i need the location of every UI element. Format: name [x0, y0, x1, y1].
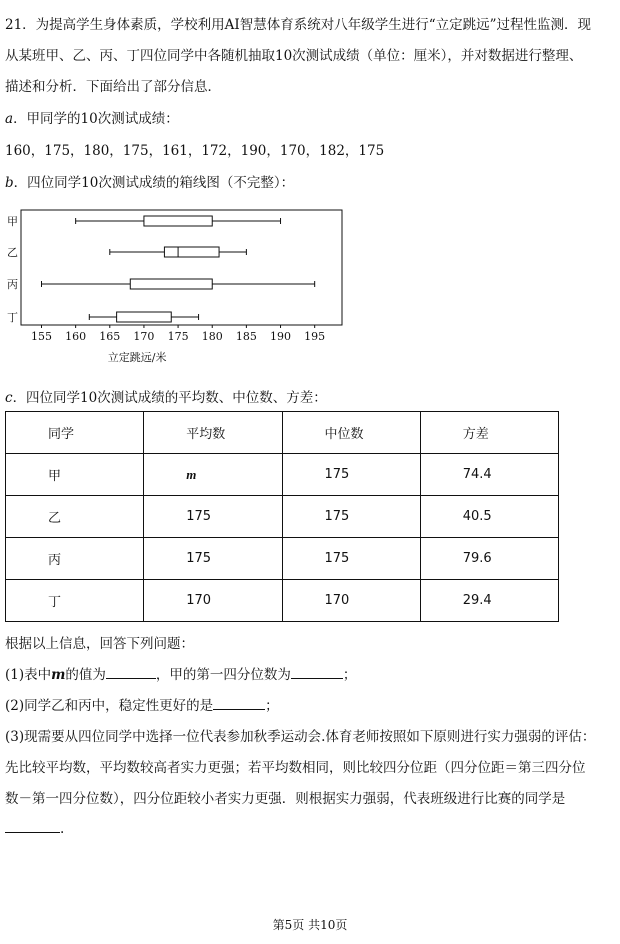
row-label: 甲 [7, 215, 18, 228]
table-cell: 175 [282, 496, 420, 538]
x-tick-label: 155 [30, 330, 52, 343]
table-row [6, 538, 559, 580]
x-tick-label: 185 [235, 330, 257, 343]
box-甲 [144, 216, 212, 226]
q1-text-b: 的值为 [65, 667, 106, 683]
question-3-line-4 [5, 819, 64, 837]
table-cell: 甲 [6, 454, 144, 496]
question-3-line-3: 数－第一四分位数），四分位距较小者实力更强．则根据实力强弱，代表班级进行比赛的同学是 [5, 791, 566, 807]
row-label: 乙 [7, 246, 18, 259]
item-b [5, 171, 294, 191]
table-header: 中位数 [282, 412, 420, 454]
table-cell: 29.4 [420, 580, 558, 622]
table-cell: 175 [144, 538, 282, 580]
item-a-data: 160，175，180，175，161，172，190，170，182，175 [5, 143, 385, 159]
item-b-label: b [5, 175, 14, 191]
q1-text-end: ； [342, 667, 357, 683]
boxplot-chart [3, 207, 353, 367]
intro-line-3: 描述和分析．下面给出了部分信息． [5, 79, 221, 95]
question-3-line-1: (3)现需要从四位同学中选择一位代表参加秋季运动会.体育老师按照如下原则进行实力强弱的评估： [5, 729, 596, 745]
table-cell: 170 [144, 580, 282, 622]
q1-answer-blank-2[interactable] [291, 665, 343, 679]
table-cell: 丁 [6, 580, 144, 622]
table-cell: 175 [282, 454, 420, 496]
intro-line-2: 从某班甲、乙、丙、丁四位同学中各随机抽取10次测试成绩（单位：厘米），并对数据进行整理、 [5, 48, 583, 64]
item-c [5, 386, 327, 406]
x-axis-label: 立定跳远/米 [107, 351, 167, 364]
table-cell: 40.5 [420, 496, 558, 538]
x-tick-label: 190 [270, 330, 292, 343]
table-header: 平均数 [144, 412, 282, 454]
stats-table [5, 411, 559, 622]
intro-line-1: 21．为提高学生身体素质，学校利用AI智慧体育系统对八年级学生进行“立定跳远”过程性监测．现 [5, 17, 592, 33]
item-a-text: ．甲同学的10次测试成绩： [13, 111, 179, 127]
table-cell: 乙 [6, 496, 144, 538]
table-cell: 175 [144, 496, 282, 538]
table-cell: 175 [282, 538, 420, 580]
question-3-line-2: 先比较平均数，平均数较高者实力更强；若平均数相同，则比较四分位距（四分位距＝第三四分位 [5, 760, 586, 776]
item-a [5, 107, 179, 127]
table-header-row [6, 412, 559, 454]
table-cell: 170 [282, 580, 420, 622]
box-丙 [130, 279, 212, 289]
question-2 [5, 694, 279, 714]
box-丁 [117, 312, 172, 322]
q2-answer-blank[interactable] [213, 696, 265, 710]
item-b-text: ．四位同学10次测试成绩的箱线图（不完整）： [13, 175, 295, 191]
x-tick-label: 170 [133, 330, 155, 343]
page-footer: 第5页 共10页 [272, 918, 348, 932]
question-1 [5, 663, 356, 683]
q1-text-a: (1)表中 [5, 667, 52, 683]
q1-text-c: ，甲的第一四分位数为 [155, 667, 291, 683]
table-cell: 79.6 [420, 538, 558, 580]
table-cell: 74.4 [420, 454, 558, 496]
q3-answer-blank[interactable] [5, 819, 60, 833]
q2-text-end: ； [265, 698, 279, 714]
table-row [6, 580, 559, 622]
row-label: 丙 [7, 278, 18, 291]
q3-text-end: . [60, 821, 65, 837]
answers-lead: 根据以上信息，回答下列问题： [5, 636, 194, 652]
table-header: 同学 [6, 412, 144, 454]
q1-answer-blank-1[interactable] [106, 665, 156, 679]
x-tick-label: 195 [304, 330, 326, 343]
table-cell: m [144, 454, 282, 496]
table-cell: 丙 [6, 538, 144, 580]
q1-variable: m [51, 667, 66, 683]
q2-text: (2)同学乙和丙中，稳定性更好的是 [5, 698, 214, 714]
item-c-label: c [5, 390, 13, 406]
plot-frame [21, 210, 342, 325]
table-header: 方差 [420, 412, 558, 454]
x-tick-label: 165 [99, 330, 121, 343]
x-tick-label: 180 [201, 330, 223, 343]
box-乙 [164, 247, 219, 257]
table-row [6, 496, 559, 538]
x-tick-label: 175 [167, 330, 189, 343]
table-row [6, 454, 559, 496]
item-a-label: a [5, 111, 14, 127]
item-c-text: ．四位同学10次测试成绩的平均数、中位数、方差： [12, 390, 327, 406]
x-tick-label: 160 [65, 330, 87, 343]
row-label: 丁 [7, 311, 18, 324]
